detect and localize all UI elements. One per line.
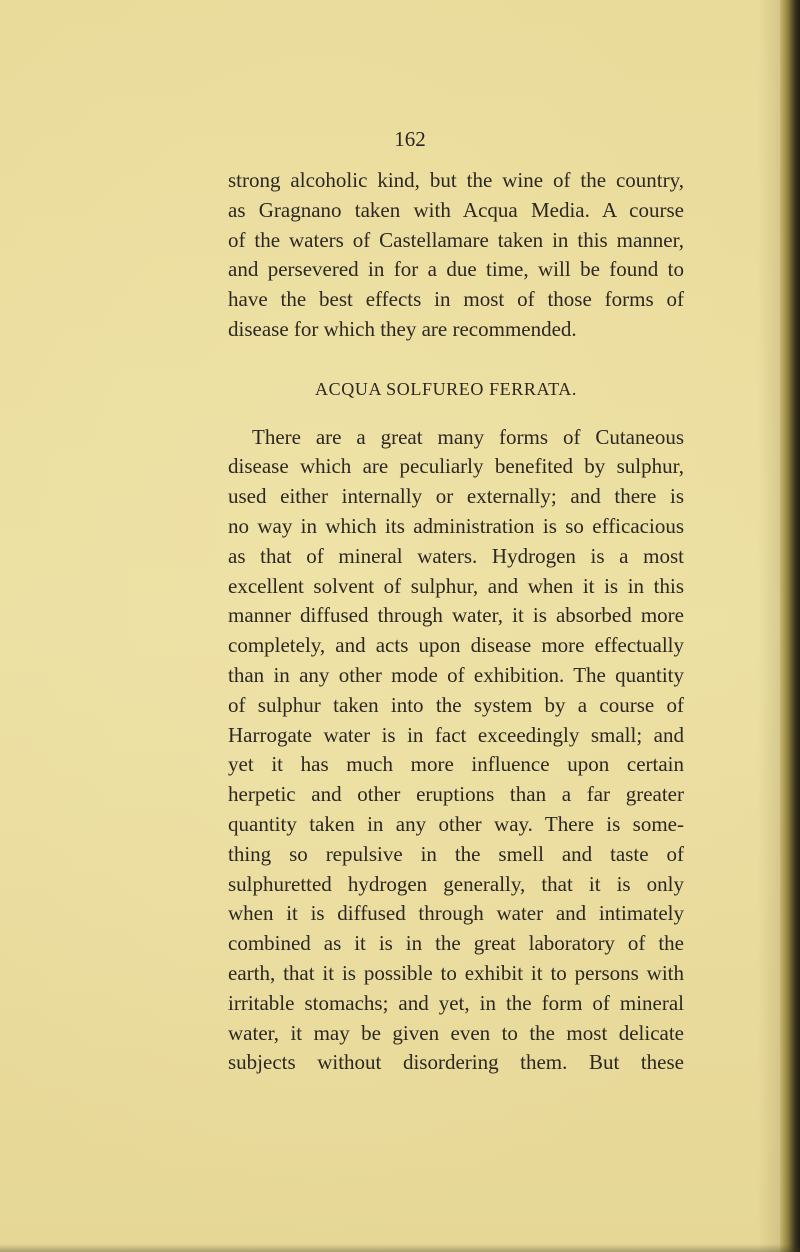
page-bottom-edge: [0, 1244, 800, 1252]
page-number: 162: [394, 127, 426, 151]
text-line: have the best effects in most of those forms of: [228, 287, 684, 312]
text-line: of the waters of Castellamare taken in this manner,: [228, 227, 684, 252]
text-line: herpetic and other eruptions than a far greater: [228, 782, 684, 807]
text-line: manner diffused through water, it is absorbed more: [228, 603, 684, 628]
text-line: thing so repulsive in the smell and taste of: [228, 841, 684, 866]
text-line: as that of mineral waters. Hydrogen is a most: [228, 543, 684, 568]
text-line: quantity taken in any other way. There is some-: [228, 811, 684, 836]
text-line: subjects without disordering them. But these: [228, 1050, 684, 1075]
paragraph-1: [228, 166, 684, 345]
text-line: strong alcoholic kind, but the wine of the country,: [228, 168, 684, 192]
body-text: [228, 166, 684, 1078]
text-line: earth, that it is possible to exhibit it to persons with: [228, 960, 684, 985]
text-line: of sulphur taken into the system by a course of: [228, 692, 684, 717]
section-heading: ACQUA SOLFUREO FERRATA.: [315, 378, 577, 399]
text-line: no way in which its administration is so efficacious: [228, 513, 684, 538]
text-line: completely, and acts upon disease more effectually: [228, 633, 684, 658]
text-line: and persevered in for a due time, will be found to: [228, 257, 684, 282]
paragraph-2: [228, 423, 684, 1079]
text-line: water, it may be given even to the most delicate: [228, 1020, 684, 1045]
text-line: yet it has much more influence upon certain: [228, 752, 684, 777]
text-line: disease which are peculiarly benefited by sulphur,: [228, 454, 684, 479]
text-line: excellent solvent of sulphur, and when it is in this: [228, 573, 684, 598]
text-line: when it is diffused through water and intimately: [228, 901, 684, 926]
text-line: There are a great many forms of Cutaneous: [252, 424, 684, 449]
text-line: combined as it is in the great laboratory of the: [228, 931, 684, 956]
binding-shadow: [758, 0, 780, 1252]
text-line: sulphuretted hydrogen generally, that it is only: [228, 871, 684, 896]
text-line: Harrogate water is in fact exceedingly small; and: [228, 722, 684, 747]
text-line: used either internally or externally; and there is: [228, 484, 684, 509]
text-line: as Gragnano taken with Acqua Media. A course: [228, 197, 684, 222]
binding-edge: [780, 0, 800, 1252]
text-line: irritable stomachs; and yet, in the form of mineral: [228, 990, 684, 1015]
text-line: than in any other mode of exhibition. The quantity: [228, 662, 684, 687]
text-line: disease for which they are recommended.: [228, 316, 577, 341]
